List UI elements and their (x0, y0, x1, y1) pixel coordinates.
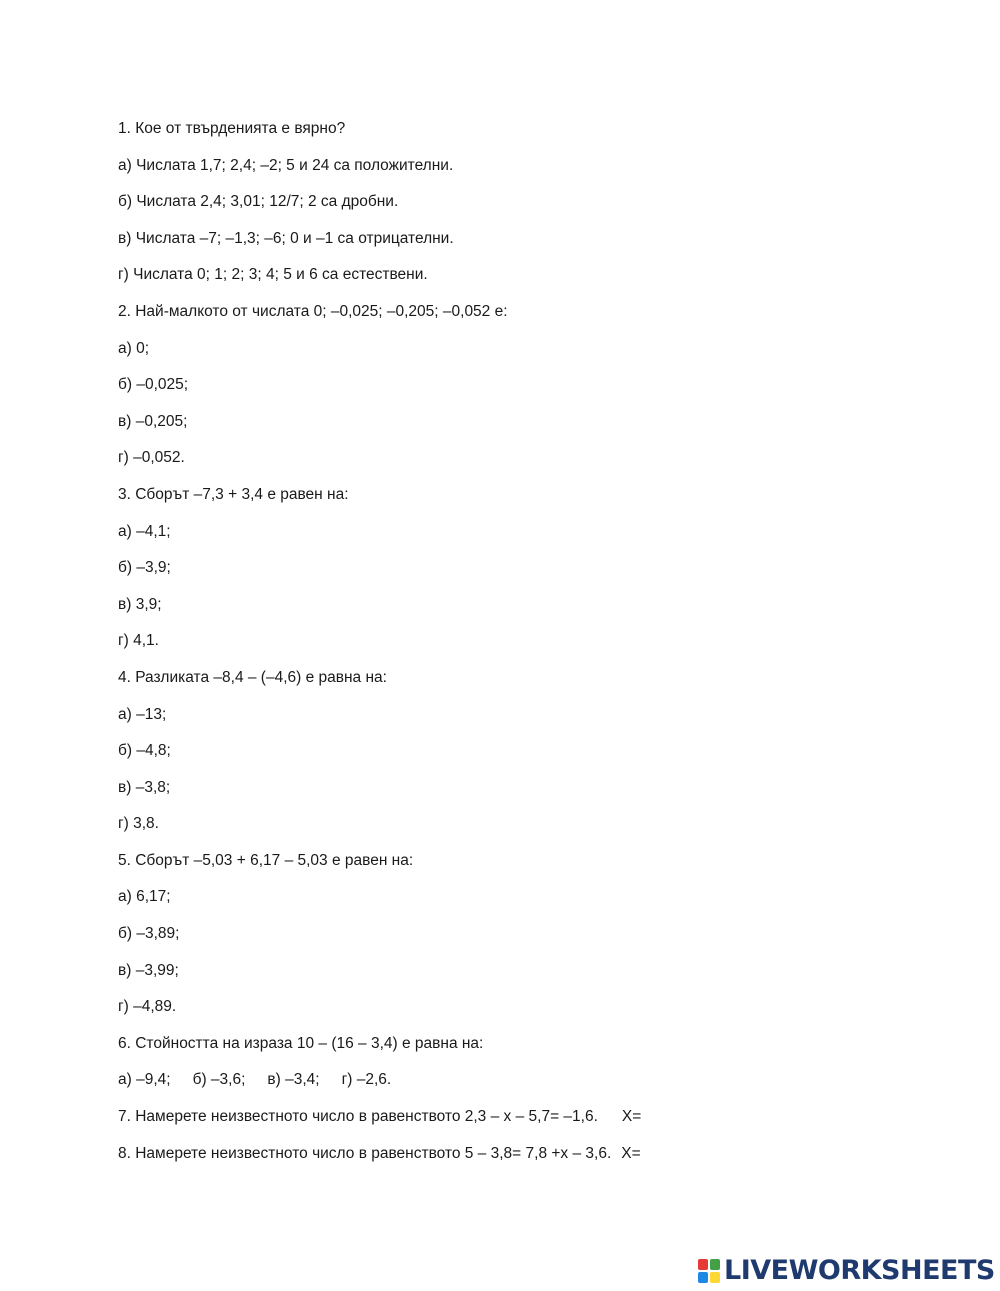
question-4-option-b[interactable]: б) –4,8; (118, 742, 171, 760)
liveworksheets-wordmark: LIVEWORKSHEETS (724, 1255, 995, 1286)
question-4-option-c[interactable]: в) –3,8; (118, 778, 171, 796)
question-8-row (118, 1142, 938, 1179)
question-7-answer-field[interactable]: Х= (621, 1108, 642, 1126)
question-3-option-a[interactable]: а) –4,1; (118, 522, 171, 540)
question-1-text: 1. Кое от твърденията е вярно? (118, 120, 346, 137)
question-6-option-a[interactable]: а) –9,4; (118, 1071, 171, 1089)
logo-square-green (710, 1259, 720, 1270)
question-2-text: 2. Най-малкото от числата 0; –0,025; –0,205; –0,052 е: (118, 302, 508, 320)
question-6-option-d[interactable]: г) –2,6. (341, 1071, 392, 1089)
question-2-option-c[interactable]: в) –0,205; (118, 412, 188, 430)
question-6-text: 6. Стойността на израза 10 – (16 – 3,4) е равна на: (118, 1034, 484, 1052)
question-7-row (118, 1105, 938, 1142)
question-1-option-a[interactable]: а) Числата 1,7; 2,4; –2; 5 и 24 са положителни. (118, 156, 454, 174)
question-5-text: 5. Сборът –5,03 + 6,17 – 5,03 е равен на: (118, 851, 414, 869)
question-8-text: 8. Намерете неизвестното число в равенството 5 – 3,8= 7,8 +х – 3,6. (118, 1144, 612, 1162)
question-6-options-row (118, 1068, 938, 1105)
question-1-option-b[interactable]: б) Числата 2,4; 3,01; 12/7; 2 са дробни. (118, 193, 399, 211)
question-6-option-c[interactable]: в) –3,4; (267, 1071, 320, 1089)
question-4-text: 4. Разликата –8,4 – (–4,6) е равна на: (118, 668, 387, 686)
question-5-option-b[interactable]: б) –3,89; (118, 925, 180, 943)
question-3-option-c[interactable]: в) 3,9; (118, 595, 162, 613)
logo-square-yellow (710, 1272, 720, 1283)
logo-square-red (698, 1259, 708, 1270)
worksheet (118, 117, 938, 1178)
question-1-option-c[interactable]: в) Числата –7; –1,3; –6; 0 и –1 са отрицателни. (118, 229, 454, 247)
question-5-option-d[interactable]: г) –4,89. (118, 998, 177, 1016)
question-6-option-b[interactable]: б) –3,6; (192, 1071, 246, 1089)
question-7-text: 7. Намерете неизвестното число в равенството 2,3 – х – 5,7= –1,6. (118, 1108, 598, 1126)
question-3-option-b[interactable]: б) –3,9; (118, 559, 171, 577)
question-2-option-d[interactable]: г) –0,052. (118, 449, 185, 467)
question-4-option-d[interactable]: г) 3,8. (118, 815, 159, 833)
liveworksheets-brand (698, 1255, 995, 1287)
question-2-option-a[interactable]: а) 0; (118, 339, 150, 357)
question-1-option-d[interactable]: г) Числата 0; 1; 2; 3; 4; 5 и 6 са естествени. (118, 266, 428, 284)
question-5-option-c[interactable]: в) –3,99; (118, 961, 179, 979)
question-2-option-b[interactable]: б) –0,025; (118, 376, 189, 394)
liveworksheets-logo-icon (698, 1259, 720, 1283)
logo-square-blue (698, 1272, 708, 1283)
question-5-option-a[interactable]: а) 6,17; (118, 888, 171, 906)
question-3-option-d[interactable]: г) 4,1. (118, 632, 159, 650)
question-4-option-a[interactable]: а) –13; (118, 705, 167, 723)
question-3-text: 3. Сборът –7,3 + 3,4 е равен на: (118, 485, 349, 503)
question-8-answer-field[interactable]: Х= (621, 1144, 641, 1162)
